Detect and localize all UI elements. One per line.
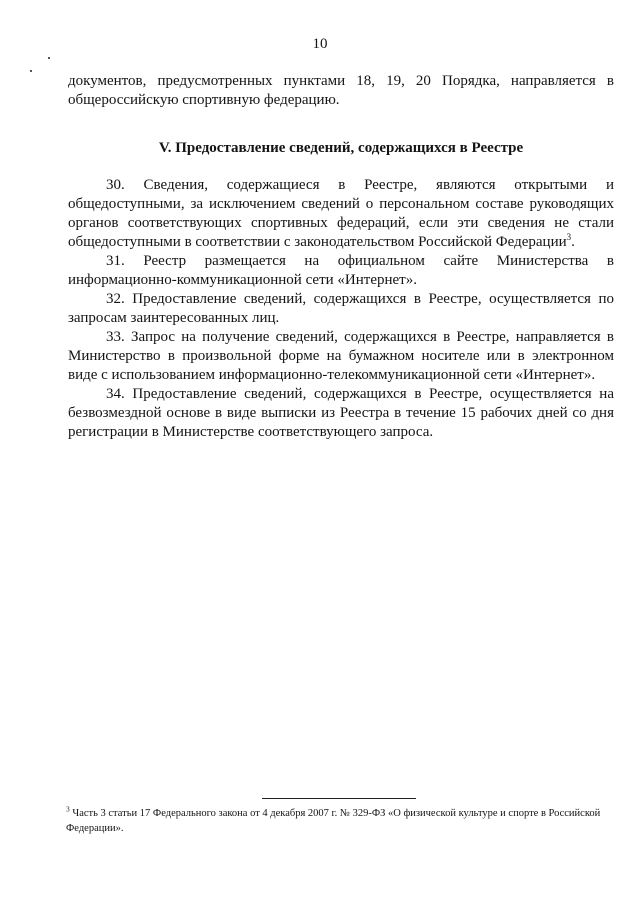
section-body <box>68 176 614 442</box>
paragraph-34: 34. Предоставление сведений, содержащихся в Реестре, осуществляется на безвозмездной основе в виде выписки из Реестра в течение 15 рабочих дней со дня регистрации в Министерстве соответствующего запроса. <box>68 386 614 440</box>
page-number: 10 <box>312 36 328 52</box>
paragraph-32: 32. Предоставление сведений, содержащихся в Реестре, осуществляется по запросам заинтересованных лиц. <box>68 291 614 326</box>
continuation-paragraph: документов, предусмотренных пунктами 18, 19, 20 Порядка, направляется в общероссийскую спортивную федерацию. <box>68 73 614 108</box>
footnote-reference[interactable]: 3 <box>566 232 572 242</box>
paragraph-30: 30. Сведения, содержащиеся в Реестре, являются открытыми и общедоступными, за исключением сведений о персональном составе руководящих органов соответствующих спортивных федераций, если эти сведения не стали общедоступными в соответствии с законодательством Российской Федерации$^3$. <box>68 177 614 250</box>
scan-speck <box>30 70 32 72</box>
scan-speck <box>48 57 50 59</box>
footnote-mark: 3 <box>66 804 70 814</box>
continuation-text <box>68 72 614 110</box>
footnote-separator <box>262 798 416 799</box>
footnote <box>66 806 614 836</box>
paragraph-33: 33. Запрос на получение сведений, содержащихся в Реестре, направляется в Министерство в произвольной форме на бумажном носителе или в электронном виде с использованием информационно-телекоммуникационной сети «Интернет». <box>68 329 614 383</box>
paragraph-31: 31. Реестр размещается на официальном сайте Министерства в информационно-коммуникационной сети «Интернет». <box>68 253 614 288</box>
footnote-text: Часть 3 статьи 17 Федерального закона от 4 декабря 2007 г. № 329-ФЗ «О физической культуре и спорте в Российской Федерации». <box>66 808 601 834</box>
section-heading: V. Предоставление сведений, содержащихся в Реестре <box>158 140 524 156</box>
